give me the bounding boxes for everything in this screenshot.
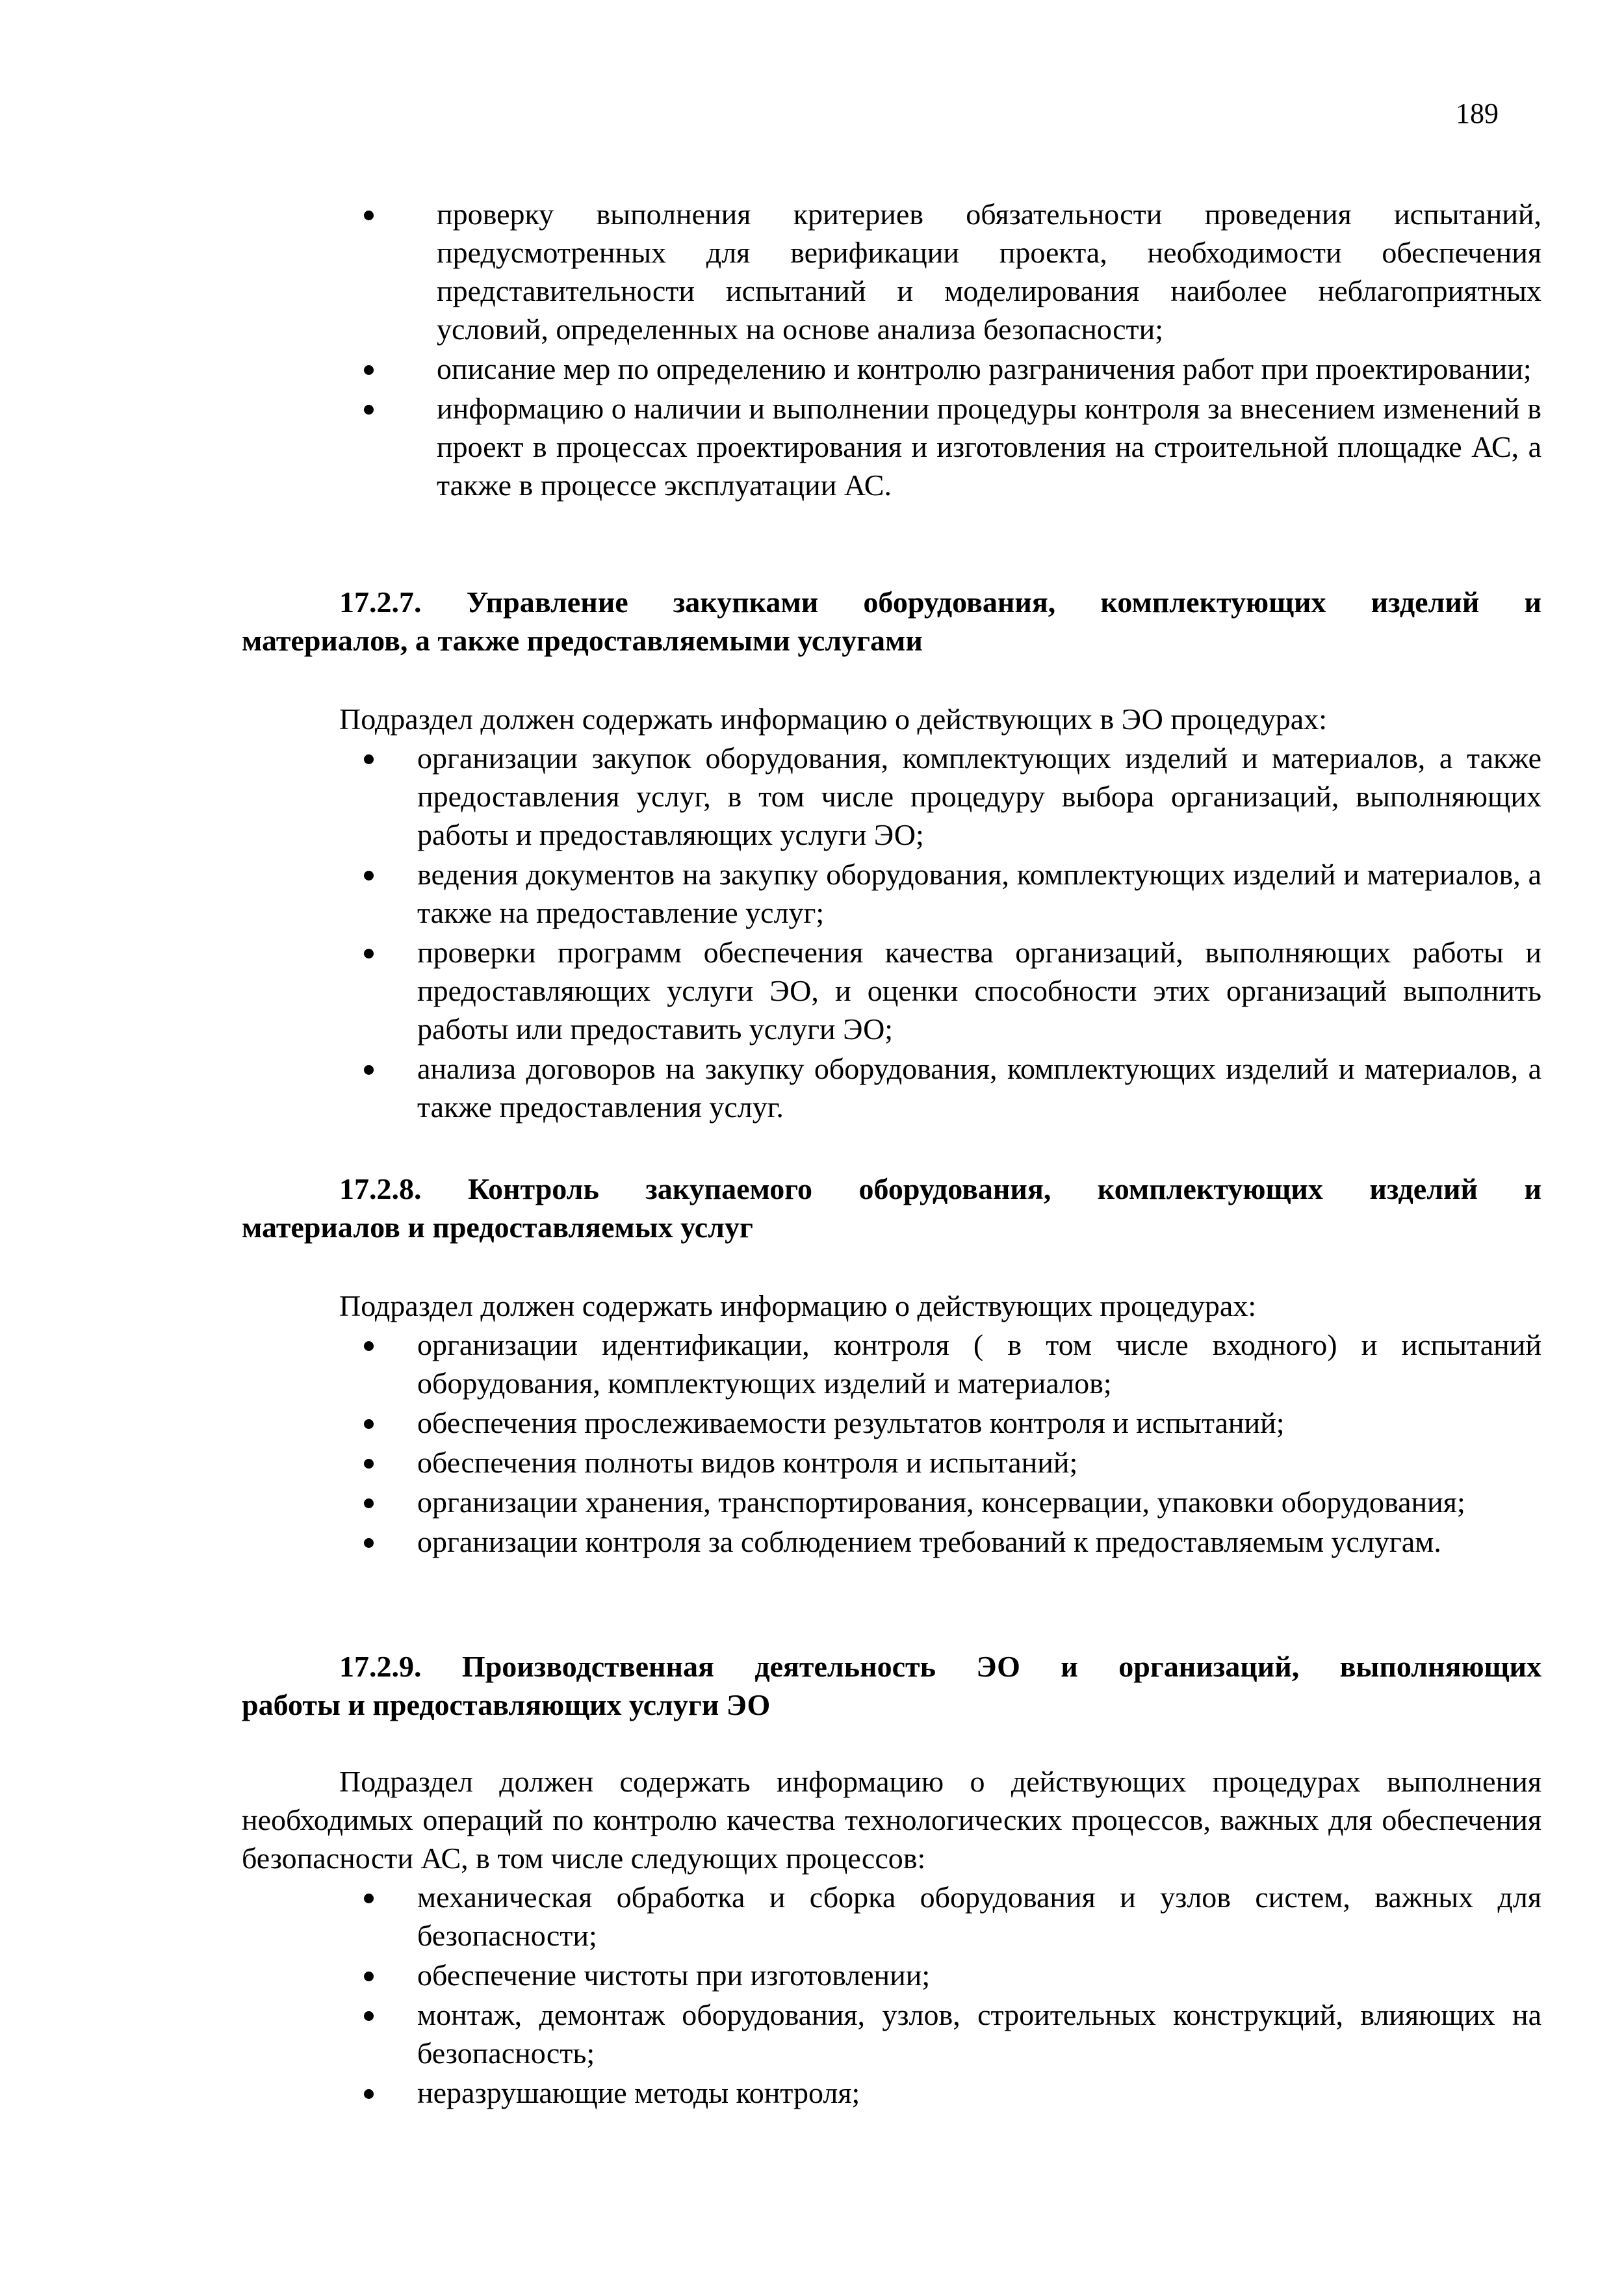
bullet-icon: [364, 1419, 374, 1429]
list-item: проверки программ обеспечения качества организаций, выполняющих работы и предоставляющих услуги ЭО, и оценки способности этих организаций выполнить работы или предоставить услуги ЭО;: [0, 933, 1541, 1048]
bullet-icon: [364, 754, 374, 764]
bullet-icon: [364, 1459, 374, 1469]
list-item: анализа договоров на закупку оборудования, комплектующих изделий и материалов, а также предоставления услуг.: [0, 1049, 1541, 1126]
section-heading-17-2-9: 17.2.9. Производственная деятельность ЭО и организаций, выполняющих работы и предоставляющих услуги ЭО: [242, 1650, 1541, 1721]
section-intro: Подраздел должен содержать информацию о действующих в ЭО процедурах:: [339, 702, 1327, 736]
list-item: неразрушающие методы контроля;: [0, 2074, 1541, 2112]
list-item: ведения документов на закупку оборудования, комплектующих изделий и материалов, а также на предоставление услуг;: [0, 855, 1541, 932]
list-item: информацию о наличии и выполнении процедуры контроля за внесением изменений в проект в процессах проектирования и изготовления на строительной площадке АС, а также в процессе эксплуатации АС.: [0, 389, 1541, 504]
bullet-icon: [364, 949, 374, 958]
list-item: организации контроля за соблюдением требований к предоставляемым услугам.: [0, 1523, 1541, 1561]
section-bullet-list: [0, 1326, 1624, 1562]
bullet-icon: [364, 211, 374, 220]
bullet-icon: [364, 1538, 374, 1548]
list-item: проверку выполнения критериев обязательности проведения испытаний, предусмотренных для верификации проекта, необходимости обеспечения представительности испытаний и моделирования наиболее неблагоприятных условий, определенных на основе анализа безопасности;: [0, 195, 1541, 348]
bullet-icon: [364, 1065, 374, 1075]
bullet-icon: [364, 1972, 374, 1981]
list-item: организации закупок оборудования, комплектующих изделий и материалов, а также предоставления услуг, в том числе процедуру выбора организаций, выполняющих работы и предоставляющих услуги ЭО;: [0, 739, 1541, 854]
list-item: организации идентификации, контроля ( в том числе входного) и испытаний оборудования, комплектующих изделий и материалов;: [0, 1326, 1541, 1402]
section-bullet-list: [0, 739, 1624, 1127]
page-number: 189: [1456, 97, 1499, 129]
list-item: механическая обработка и сборка оборудования и узлов систем, важных для безопасности;: [0, 1878, 1541, 1955]
list-item: обеспечения полноты видов контроля и испытаний;: [0, 1443, 1541, 1482]
section-intro: Подраздел должен содержать информацию о действующих процедурах:: [339, 1289, 1257, 1322]
bullet-icon: [364, 1498, 374, 1508]
bullet-icon: [364, 2011, 374, 2021]
section-heading-17-2-8: 17.2.8. Контроль закупаемого оборудования, комплектующих изделий и материалов и предоставляемых услуг: [242, 1172, 1541, 1244]
section-intro: Подраздел должен содержать информацию о действующих процедурах выполнения необходимых операций по контролю качества технологических процессов, важных для обеспечения безопасности АС, в том числе следующих процессов:: [242, 1765, 1541, 1875]
bullet-icon: [364, 871, 374, 880]
top-bullet-list: [0, 195, 1624, 506]
list-item: обеспечение чистоты при изготовлении;: [0, 1956, 1541, 1994]
section-bullet-list: [0, 1878, 1624, 2113]
bullet-icon: [364, 1894, 374, 1903]
section-heading-17-2-7: 17.2.7. Управление закупками оборудования, комплектующих изделий и материалов, а также предоставляемыми услугами: [242, 585, 1541, 657]
bullet-icon: [364, 2089, 374, 2099]
bullet-icon: [364, 1341, 374, 1351]
bullet-icon: [364, 405, 374, 415]
list-item: монтаж, демонтаж оборудования, узлов, строительных конструкций, влияющих на безопасность;: [0, 1996, 1541, 2072]
bullet-icon: [364, 365, 374, 375]
list-item: обеспечения прослеживаемости результатов контроля и испытаний;: [0, 1404, 1541, 1442]
list-item: описание мер по определению и контролю разграничения работ при проектировании;: [0, 350, 1541, 388]
list-item: организации хранения, транспортирования, консервации, упаковки оборудования;: [0, 1483, 1541, 1521]
